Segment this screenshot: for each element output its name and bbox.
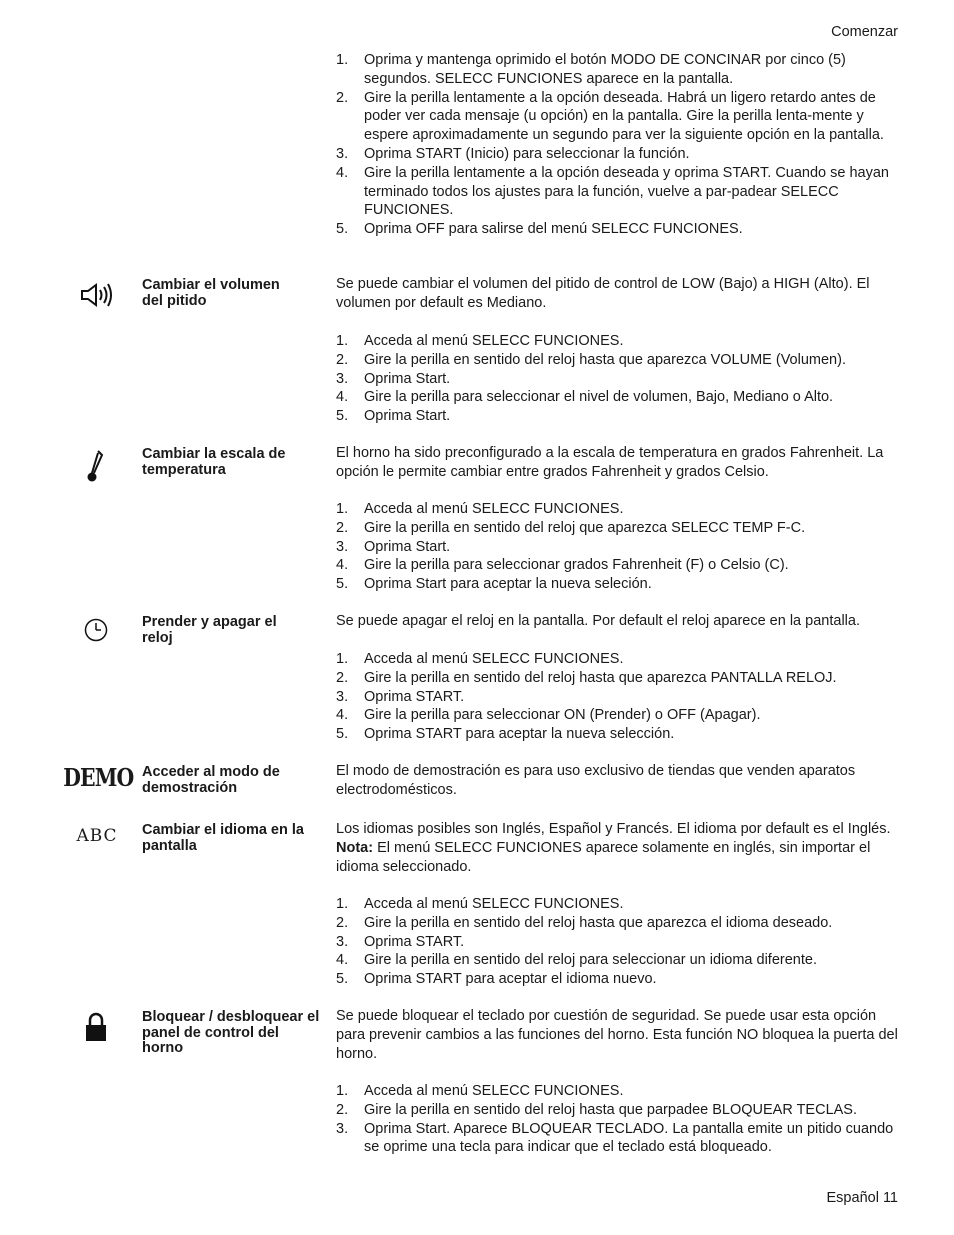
demo-icon: DEMO bbox=[62, 762, 134, 792]
list-item: 2. Gire la perilla en sentido del reloj hasta que parpadee BLOQUEAR TECLAS. bbox=[336, 1101, 858, 1118]
list-item: 4. Gire la perilla en sentido del reloj para seleccionar un idioma diferente. bbox=[336, 952, 817, 969]
list-item: 4. Gire la perilla lentamente a la opción deseada y oprima START. Cuando se hayan terminado todos los ajustes para la función, vuelve a par-padear SELECC FUNCIONES. bbox=[336, 164, 889, 219]
list-item: 1. Acceda al menú SELECC FUNCIONES. bbox=[336, 333, 624, 349]
list-item: 5. Oprima START para aceptar el idioma nuevo. bbox=[336, 971, 657, 988]
list-item: 3. Oprima Start. bbox=[336, 538, 451, 555]
list-item: 5. Oprima OFF para salirse del menú SELECC FUNCIONES. bbox=[336, 221, 743, 238]
section-heading: Prender y apagar el reloj bbox=[142, 614, 277, 646]
intro-steps bbox=[336, 51, 900, 239]
list-item: 5. Oprima Start. bbox=[336, 408, 451, 425]
list-item: 3. Oprima START. bbox=[336, 933, 465, 950]
list-item: 2. Gire la perilla en sentido del reloj que aparezca SELECC TEMP F-C. bbox=[336, 519, 806, 536]
section-heading: Bloquear / desbloquear el panel de control del horno bbox=[142, 1009, 320, 1056]
page-footer: Español 11 bbox=[826, 1190, 898, 1206]
section-paragraph: Se puede apagar el reloj en la pantalla. Por default el reloj aparece en la pantalla. bbox=[336, 613, 860, 629]
page-header: Comenzar bbox=[831, 24, 898, 40]
list-item: 2. Gire la perilla en sentido del reloj hasta que aparezca el idioma deseado. bbox=[336, 914, 833, 931]
thermometer-icon bbox=[78, 448, 114, 484]
list-item: 4. Gire la perilla para seleccionar el nivel de volumen, Bajo, Mediano o Alto. bbox=[336, 389, 834, 406]
list-item: 3. Oprima START (Inicio) para seleccionar la función. bbox=[336, 145, 690, 162]
steps-list bbox=[336, 650, 900, 744]
list-item: 2. Gire la perilla en sentido del reloj hasta que aparezca VOLUME (Volumen). bbox=[336, 351, 846, 368]
steps-list bbox=[336, 332, 900, 426]
section-paragraph: Se puede cambiar el volumen del pitido de control de LOW (Bajo) a HIGH (Alto). El volumen por default es Mediano. bbox=[336, 276, 870, 311]
list-item: 1. Acceda al menú SELECC FUNCIONES. bbox=[336, 896, 624, 912]
speaker-icon bbox=[78, 277, 114, 313]
steps-list bbox=[336, 1082, 900, 1157]
list-item: 2. Gire la perilla lentamente a la opción deseada. Habrá un ligero retardo antes de poder ver cada mensaje (u opción) en la pantalla. Gire la perilla lenta-mente y espere aproximadamente un segundo para ver la siguiente opción en la pantalla. bbox=[336, 89, 884, 144]
section-paragraph: El horno ha sido preconfigurado a la escala de temperatura en grados Fahrenheit. La opción le permite cambiar entre grados Fahrenheit y grados Celsio. bbox=[336, 445, 884, 480]
lock-icon bbox=[78, 1009, 114, 1045]
section-heading: Acceder al modo de demostración bbox=[142, 764, 280, 796]
list-item: 2. Gire la perilla en sentido del reloj hasta que aparezca PANTALLA RELOJ. bbox=[336, 669, 837, 686]
list-item: 5. Oprima START para aceptar la nueva selección. bbox=[336, 726, 675, 743]
list-item: 1. Acceda al menú SELECC FUNCIONES. bbox=[336, 501, 624, 517]
list-item: 1. Acceda al menú SELECC FUNCIONES. bbox=[336, 651, 624, 667]
section-paragraph: El modo de demostración es para uso exclusivo de tiendas que venden aparatos electrodomésticos. bbox=[336, 763, 856, 798]
list-item: 4. Gire la perilla para seleccionar ON (Prender) o OFF (Apagar). bbox=[336, 707, 761, 724]
abc-icon: ABC bbox=[76, 826, 118, 846]
section-heading: Cambiar la escala de temperatura bbox=[142, 446, 286, 478]
list-item: 3. Oprima Start. bbox=[336, 370, 451, 387]
section-heading: Cambiar el volumen del pitido bbox=[142, 277, 280, 309]
steps-list bbox=[336, 500, 900, 594]
list-item: 1. Acceda al menú SELECC FUNCIONES. bbox=[336, 1083, 624, 1099]
list-item: 1. Oprima y mantenga oprimido el botón MODO DE CONCINAR por cinco (5) segundos. SELECC FUNCIONES aparece en la pantalla. bbox=[336, 52, 846, 87]
list-item: 5. Oprima Start para aceptar la nueva seleción. bbox=[336, 576, 652, 593]
clock-icon bbox=[78, 612, 114, 648]
section-heading: Cambiar el idioma en la pantalla bbox=[142, 822, 304, 854]
list-item: 3. Oprima START. bbox=[336, 688, 465, 705]
section-paragraph: Se puede bloquear el teclado por cuestión de seguridad. Se puede usar esta opción para prevenir cambios a las funciones del horno. Esta función NO bloquea la puerta del horno. bbox=[336, 1008, 898, 1062]
list-item: 3. Oprima Start. Aparece BLOQUEAR TECLADO. La pantalla emite un pitido cuando se oprime una tecla para indicar que el teclado está bloqueado. bbox=[336, 1120, 894, 1156]
list-item: 4. Gire la perilla para seleccionar grados Fahrenheit (F) o Celsio (C). bbox=[336, 557, 789, 574]
steps-list bbox=[336, 895, 900, 989]
section-paragraph: Los idiomas posibles son Inglés, Español y Francés. El idioma por default es el Inglés. Nota: El menú SELECC FUNCIONES aparece solamente en inglés, sin importar el idioma seleccionado. bbox=[336, 821, 891, 875]
